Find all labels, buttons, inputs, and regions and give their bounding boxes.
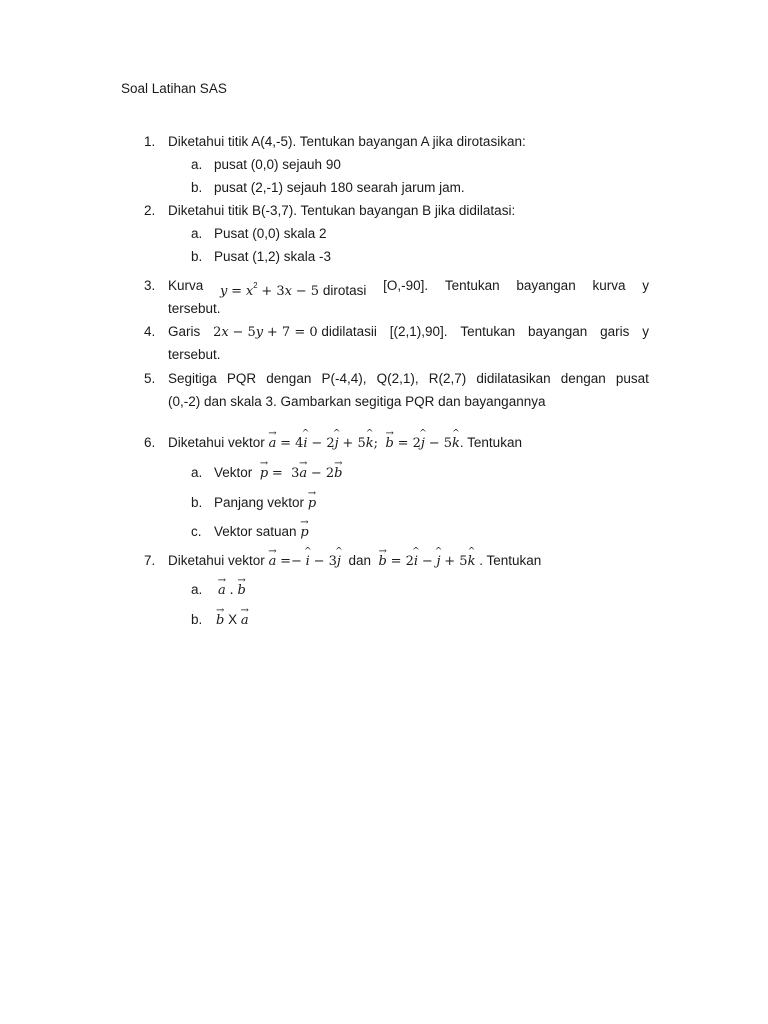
q6b-letter: b. (191, 495, 203, 510)
q1a-letter: a. (191, 157, 203, 172)
q6-lead: Diketahui vektor (168, 435, 265, 450)
q7-lead: Diketahui vektor (168, 553, 265, 568)
q5-word: Q(2,1), (376, 371, 419, 386)
q5-word: dengan (560, 371, 606, 386)
q4-number: 4. (144, 324, 156, 339)
q6a-equation: → p = 3→ a − 2→ b (256, 465, 342, 480)
q6c-vector-p: → p (300, 525, 308, 541)
q3-word-y: y (642, 278, 649, 293)
q7-vector-b: → b = 2^ i − ^ j + 5^ k (378, 553, 475, 568)
q6c-line (214, 524, 309, 541)
q7-tail: . Tentukan (479, 553, 542, 568)
q7-number: 7. (144, 553, 156, 568)
q3-word-bayangan: bayangan (516, 278, 576, 293)
q6-line (168, 435, 522, 452)
q4-line2: tersebut. (168, 347, 221, 362)
q5-line2: (0,-2) dan skala 3. Gambarkan segitiga PQR dan bayangannya (168, 394, 546, 409)
q5-word: pusat (615, 371, 649, 386)
q2b-letter: b. (191, 249, 203, 264)
q6a-letter: a. (191, 465, 203, 480)
q4-word-didilatasi: didilatasii (321, 324, 377, 339)
q5-word: Segitiga (168, 371, 217, 386)
q5-word: dengan (266, 371, 312, 386)
q4-word-y: y (642, 324, 649, 339)
q7-dan: dan (348, 553, 371, 568)
q3-word-tentukan: Tentukan (444, 278, 500, 293)
q1-number: 1. (144, 134, 156, 149)
q5-word: PQR (226, 371, 257, 386)
q4-word-garis: Garis (168, 324, 201, 339)
q4-equation: 2x − 5y + 7 = 0 didilatasii (213, 324, 377, 340)
q6a-text: Vektor (214, 465, 253, 480)
q1a-text: pusat (0,0) sejauh 90 (214, 157, 341, 172)
q3-center: [O,-90]. (383, 278, 429, 293)
q7b-cross-symbol: X (228, 612, 238, 627)
q6-vector-a: → a = 4^ i − 2^ j + 5^ k; (269, 435, 378, 450)
q6c-letter: c. (191, 524, 202, 539)
q3-line2: tersebut. (168, 301, 221, 316)
q4-center: [(2,1),90]. (389, 324, 448, 339)
q5-word: R(2,7) (428, 371, 467, 386)
q3-line1 (168, 278, 649, 300)
q4-line1 (168, 324, 649, 341)
q1-text: Diketahui titik A(4,-5). Tentukan bayangan A jika dirotasikan: (168, 134, 526, 149)
q3-equation: $y = x^2 + 3x - 5$ dirotasi (220, 281, 367, 299)
q1b-letter: b. (191, 180, 203, 195)
q2b-text: Pusat (1,2) skala -3 (214, 249, 332, 264)
q6b-text: Panjang vektor (214, 495, 305, 510)
q6a-line (214, 465, 343, 482)
q7a-letter: a. (191, 582, 203, 597)
q4-word-garis2: garis (600, 324, 630, 339)
q6c-text: Vektor satuan (214, 524, 297, 539)
q3-word-dirotasi: dirotasi (322, 283, 367, 298)
q5-word: P(-4,4), (321, 371, 367, 386)
q5-word: didilatasikan (476, 371, 551, 386)
q6-tail: . Tentukan (459, 435, 522, 450)
q4-word-tentukan: Tentukan (460, 324, 516, 339)
q7b-cross-product: → b X → a (216, 612, 249, 629)
q3-word-kurva2: kurva (592, 278, 626, 293)
q7a-dot-product: → a . → b (218, 582, 246, 599)
q2-text: Diketahui titik B(-3,7). Tentukan bayangan B jika didilatasi: (168, 203, 516, 218)
q4-word-bayangan: bayangan (528, 324, 588, 339)
q7-line (168, 553, 541, 570)
q6b-vector-p: → p (308, 496, 316, 512)
q1b-text: pusat (2,-1) sejauh 180 searah jarum jam. (214, 180, 465, 195)
q6-number: 6. (144, 435, 156, 450)
q2a-text: Pusat (0,0) skala 2 (214, 226, 327, 241)
q6b-line (214, 495, 316, 512)
q3-number: 3. (144, 278, 156, 293)
q7-vector-a: → a =− ^ i − 3^ j (269, 553, 341, 568)
document-title: Soal Latihan SAS (121, 81, 227, 96)
q2-number: 2. (144, 203, 156, 218)
q7b-letter: b. (191, 612, 203, 627)
q2a-letter: a. (191, 226, 203, 241)
q6-vector-b: → b = 2^ j − 5^ k (382, 435, 460, 450)
q5-line1 (168, 371, 649, 387)
q5-number: 5. (144, 371, 156, 386)
q3-word-kurva: Kurva (168, 278, 204, 293)
